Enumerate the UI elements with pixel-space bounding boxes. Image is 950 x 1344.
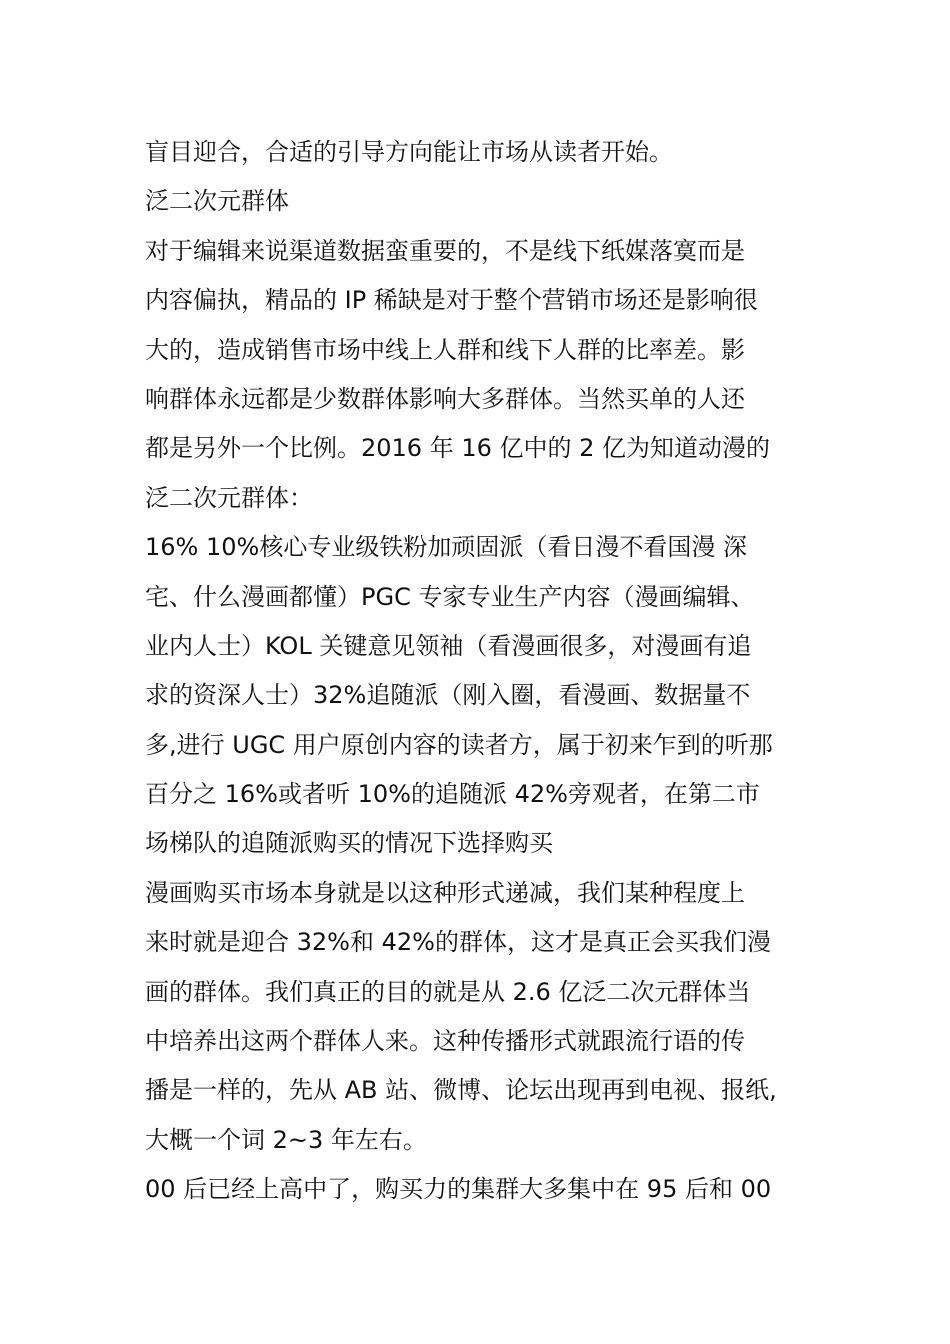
text-line: 求的资深人士）32%追随派（刚入圈，看漫画、数据量不 (145, 681, 751, 710)
text-line: 漫画购买市场本身就是以这种形式递减，我们某种程度上 (145, 878, 745, 907)
text-line: 画的群体。我们真正的目的就是从 2.6 亿泛二次元群体当 (145, 977, 751, 1006)
section-heading: 泛二次元群体 (145, 187, 289, 216)
body-text (145, 128, 825, 1215)
text-line: 泛二次元群体： (145, 483, 313, 512)
text-line: 业内人士）KOL 关键意见领袖（看漫画很多，对漫画有追 (145, 631, 752, 660)
text-line: 百分之 16%或者听 10%的追随派 42%旁观者，在第二市 (145, 780, 760, 809)
text-line: 对于编辑来说渠道数据蛮重要的，不是线下纸媒落寞而是 (145, 236, 745, 265)
text-line: 宅、什么漫画都懂）PGC 专家专业生产内容（漫画编辑、 (145, 582, 755, 611)
text-line: 多,进行 UGC 用户原创内容的读者方，属于初来乍到的听那 (145, 730, 773, 759)
text-line: 来时就是迎合 32%和 42%的群体，这才是真正会买我们漫 (145, 928, 771, 957)
text-line: 16% 10%核心专业级铁粉加顽固派（看日漫不看国漫 深 (145, 533, 747, 562)
text-line: 大概一个词 2~3 年左右。 (145, 1125, 427, 1154)
text-line: 内容偏执，精品的 IP 稀缺是对于整个营销市场还是影响很 (145, 286, 758, 315)
text-line: 大的，造成销售市场中线上人群和线下人群的比率差。影 (145, 335, 745, 364)
text-line: 00 后已经上高中了，购买力的集群大多集中在 95 后和 00 (145, 1175, 772, 1204)
text-line: 场梯队的追随派购买的情况下选择购买 (145, 829, 553, 858)
text-line: 响群体永远都是少数群体影响大多群体。当然买单的人还 (145, 384, 745, 413)
text-line: 都是另外一个比例。2016 年 16 亿中的 2 亿为知道动漫的 (145, 434, 771, 463)
text-line: 盲目迎合，合适的引导方向能让市场从读者开始。 (145, 138, 673, 166)
text-line: 中培养出这两个群体人来。这种传播形式就跟流行语的传 (145, 1027, 745, 1056)
text-line: 播是一样的，先从 AB 站、微博、论坛出现再到电视、报纸, (145, 1076, 777, 1105)
